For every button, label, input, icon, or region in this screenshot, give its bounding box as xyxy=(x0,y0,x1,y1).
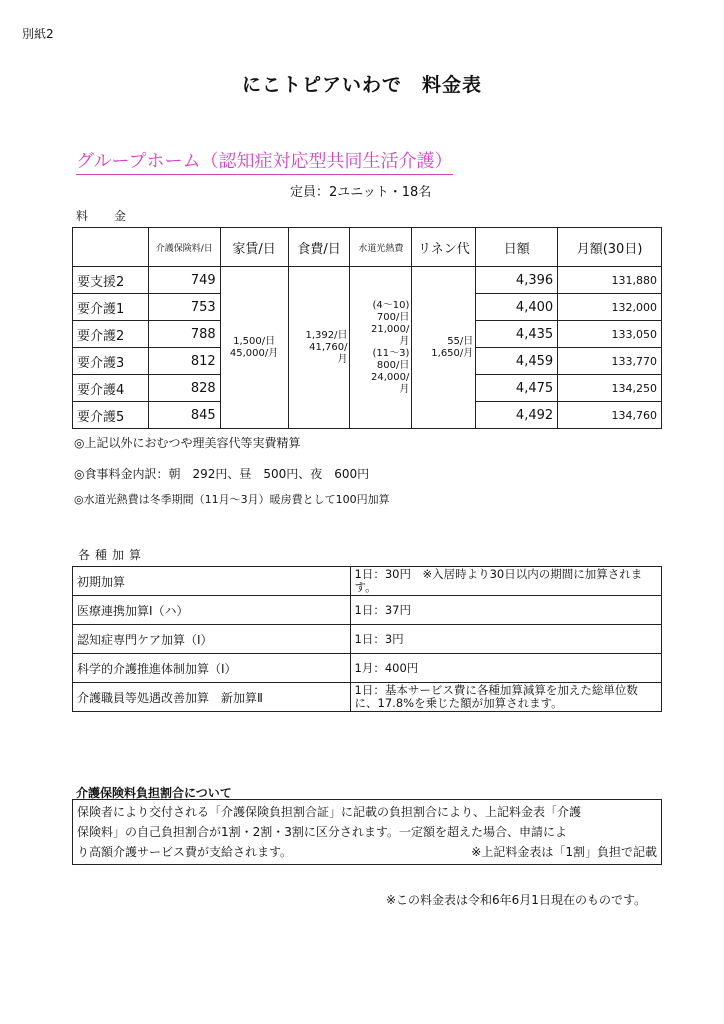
addition-name: 医療連携加算Ⅰ（ハ） xyxy=(73,596,351,625)
annex-label: 別紙2 xyxy=(22,27,54,41)
header-blank xyxy=(73,228,149,267)
addition-name: 介護職員等処遇改善加算 新加算Ⅱ xyxy=(73,683,351,712)
food-cell: 1,392/日 41,760/ 月 xyxy=(288,267,350,429)
insurance-line: り高額介護サービス費が支給されます。 xyxy=(77,845,293,859)
daily-total: 4,396 xyxy=(476,267,558,294)
insurance-box xyxy=(72,799,662,865)
note-meal-breakdown: ◎食事料金内訳：朝 292円、昼 500円、夜 600円 xyxy=(74,467,370,481)
capacity-text: 定員：2ユニット・18名 xyxy=(290,185,432,200)
addition-value: 1日：3円 xyxy=(350,625,661,654)
care-level: 要介護5 xyxy=(73,402,149,429)
note-winter-heating: ◎水道光熱費は冬季期間（11月～3月）暖房費として100円加算 xyxy=(74,493,390,506)
daily-total: 4,435 xyxy=(476,321,558,348)
table-row xyxy=(73,567,662,596)
header-food: 食費/日 xyxy=(288,228,350,267)
insurance-fee: 812 xyxy=(148,348,220,375)
care-level: 要介護1 xyxy=(73,294,149,321)
header-insurance: 介護保険料/日 xyxy=(148,228,220,267)
table-row xyxy=(73,596,662,625)
monthly-total: 134,760 xyxy=(558,402,662,429)
insurance-note: ※上記料金表は「1割」負担で記載 xyxy=(471,845,657,859)
fee-table xyxy=(72,227,662,429)
addition-value: 1日：基本サービス費に各種加算減算を加えた総単位数に、17.8%を乗じた額が加算されます。 xyxy=(350,683,661,712)
addition-name: 科学的介護推進体制加算（Ⅰ） xyxy=(73,654,351,683)
monthly-total: 134,250 xyxy=(558,375,662,402)
care-level: 要介護2 xyxy=(73,321,149,348)
header-daily: 日額 xyxy=(476,228,558,267)
fee-table-header xyxy=(73,228,662,267)
page-title: にこトピアいわで 料金表 xyxy=(241,74,482,96)
care-level: 要支援2 xyxy=(73,267,149,294)
addition-name: 認知症専門ケア加算（Ⅰ） xyxy=(73,625,351,654)
insurance-line: 保険料」の自己負担割合が1割・2割・3割に区分されます。一定額を超えた場合、申請によ xyxy=(77,825,567,839)
insurance-fee: 788 xyxy=(148,321,220,348)
linen-cell: 55/日 1,650/月 xyxy=(412,267,476,429)
header-linen: リネン代 xyxy=(412,228,476,267)
table-row xyxy=(73,625,662,654)
monthly-total: 133,050 xyxy=(558,321,662,348)
fee-label: 料金 xyxy=(76,209,153,223)
insurance-fee: 828 xyxy=(148,375,220,402)
utilities-cell: (4～10) 700/日 21,000/ 月 (11～3) 800/日 24,000/ 月 xyxy=(350,267,412,429)
note-extra-costs: ◎上記以外におむつや理美容代等実費精算 xyxy=(74,436,301,450)
insurance-line: 保険者により交付される「介護保険負担割合証」に記載の負担割合により、上記料金表「介護 xyxy=(77,805,582,819)
monthly-total: 132,000 xyxy=(558,294,662,321)
insurance-heading: 介護保険料負担割合について xyxy=(76,786,232,800)
daily-total: 4,400 xyxy=(476,294,558,321)
additions-label: 各種加算 xyxy=(78,548,147,562)
daily-total: 4,492 xyxy=(476,402,558,429)
care-level: 要介護3 xyxy=(73,348,149,375)
insurance-line-3 xyxy=(77,842,657,862)
daily-total: 4,459 xyxy=(476,348,558,375)
addition-value: 1月：400円 xyxy=(350,654,661,683)
table-row xyxy=(73,267,662,294)
rent-cell: 1,500/日 45,000/月 xyxy=(220,267,288,429)
section-title: グループホーム（認知症対応型共同生活介護） xyxy=(76,147,453,175)
addition-value: 1日：30円 ※入居時より30日以内の期間に加算されます。 xyxy=(350,567,661,596)
header-utilities: 水道光熱費 xyxy=(350,228,412,267)
additions-table xyxy=(72,566,662,712)
monthly-total: 131,880 xyxy=(558,267,662,294)
insurance-fee: 749 xyxy=(148,267,220,294)
footer-note: ※この料金表は令和6年6月1日現在のものです。 xyxy=(385,893,646,907)
table-row xyxy=(73,654,662,683)
daily-total: 4,475 xyxy=(476,375,558,402)
monthly-total: 133,770 xyxy=(558,348,662,375)
header-rent: 家賃/日 xyxy=(220,228,288,267)
insurance-fee: 753 xyxy=(148,294,220,321)
header-monthly: 月額(30日) xyxy=(558,228,662,267)
addition-name: 初期加算 xyxy=(73,567,351,596)
insurance-fee: 845 xyxy=(148,402,220,429)
addition-value: 1日：37円 xyxy=(350,596,661,625)
table-row xyxy=(73,683,662,712)
care-level: 要介護4 xyxy=(73,375,149,402)
